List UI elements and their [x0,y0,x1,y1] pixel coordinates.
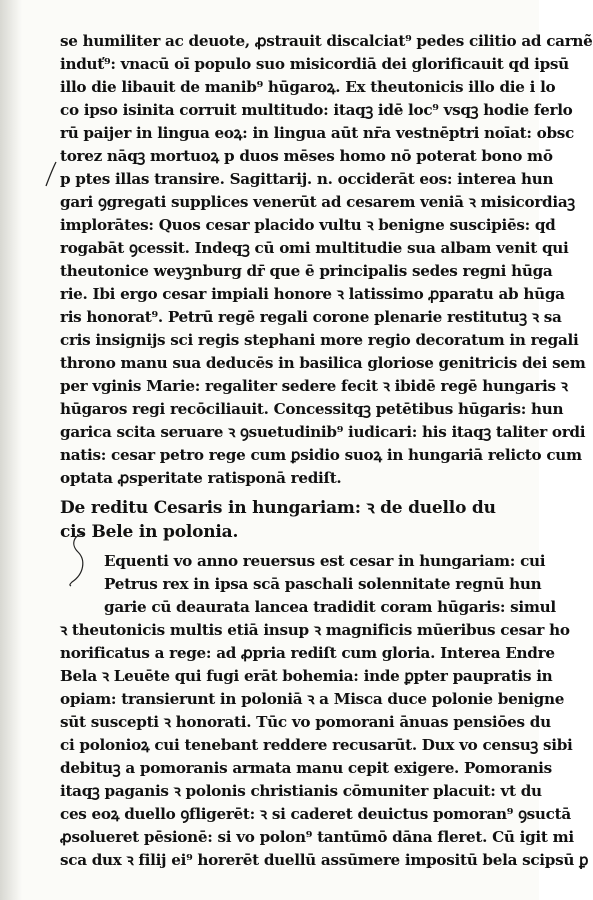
text-line: torez nāqꝫ mortuoꝝ p duos mēses homo nō poterat bono mō [60,147,553,165]
text-line: p ptes illas transire. Sagittarij. n. occiderāt eos: interea hun [60,170,554,188]
heading-line: De reditu Cesaris in hungariam: ꝛ de duello du [60,498,496,518]
marginal-stroke-mark [44,160,58,188]
paragraph-after-heading [60,550,589,872]
text-line: gari ꝯgregati supplices venerūt ad cesarem veniā ꝛ misicordiaꝫ [60,193,575,211]
text-line: ꝛ theutonicis multis etiā insup ꝛ magnificis mūeribus cesar ho [60,621,570,639]
text-line: ces eoꝝ duello ꝯfligerēt: ꝛ si caderet deuictus pomoran⁹ ꝯsuctā [60,805,571,823]
text-line-indented: garie cū deaurata lancea tradidit coram hūgaris: simul [104,598,556,616]
text-line: norificatus a rege: ad ꝓpria rediſt cum gloria. Interea Endre [60,644,555,662]
text-line: implorātes: Quos cesar placido vultu ꝛ benigne suscipiēs: qd [60,216,556,234]
text-line: sūt suscepti ꝛ honorati. Tūc vo pomorani ānuas pensiōes du [60,713,551,731]
text-line: natis: cesar petro rege cum ꝑsidio suoꝝ in hungariā relicto cum [60,446,582,464]
text-line: illo die libauit de manib⁹ hūgaroꝝ. Ex theutonicis illo die i lo [60,78,556,96]
text-line: induť⁹: vnacū oī populo suo misicordiā dei glorificauit qd ipsū [60,55,569,73]
text-line: hūgaros regi recōciliauit. Concessitqꝫ petētibus hūgaris: hun [60,400,564,418]
text-line: ris honorat⁹. Petrū regē regali corone plenarie restitutuꝫ ꝛ sa [60,308,562,326]
text-line: throno manu sua deducēs in basilica gloriose genitricis dei sem [60,354,586,372]
text-line: ꝓsolueret pēsionē: si vo polon⁹ tantūmō dāna fleret. Cū igit mi [60,828,574,846]
text-line: theutonice weyꝫnburg dr̄ que ē principalis sedes regni hūga [60,262,553,280]
text-line: rogabāt ꝯcessit. Indeqꝫ cū omi multitudie sua albam venit qui [60,239,569,257]
binding-gutter-shadow [0,0,22,900]
text-line: rū paijer in lingua eoꝝ: in lingua aūt nr̄a vestnēptri noīat: obsc [60,124,574,142]
text-line: sca dux ꝛ filij ei⁹ horerēt duellū assūmere impositū bela scipsū ꝑ [60,851,589,869]
paragraph-before-heading [60,30,593,490]
text-line: Bela ꝛ Leuēte qui fugi erāt bohemia: inde ꝑpter paupratis in [60,667,553,685]
main-text-column [60,30,593,872]
text-line: debituꝫ a pomoranis armata manu cepit exigere. Pomoranis [60,759,552,777]
text-line: optata ꝓsperitate ratisponā rediſt. [60,469,342,487]
text-line: garica scita seruare ꝛ ꝯsuetudinib⁹ iudicari: his itaqꝫ taliter ordi [60,423,586,441]
text-line: cris insignijs sci regis stephani more regio decoratum in regali [60,331,579,349]
text-line: ci polonioꝝ cui tenebant reddere recusarūt. Dux vo censuꝫ sibi [60,736,573,754]
text-line: rie. Ibi ergo cesar impiali honore ꝛ latissimo ꝓparatu ab hūga [60,285,565,303]
heading-line: cis Bele in polonia. [60,522,239,542]
text-line: per vginis Marie: regaliter sedere fecit ꝛ ibidē regē hungaris ꝛ [60,377,568,395]
text-line: se humiliter ac deuote, ꝓstrauit discalciat⁹ pedes cilitio ad carnẽ [60,32,593,50]
chapter-heading [60,496,515,544]
text-line: co ipso isinita corruit multitudo: itaqꝫ idē loc⁹ vsqꝫ hodie ferlo [60,101,573,119]
text-line-indented: Petrus rex in ipsa scā paschali solennitate regnū hun [104,575,542,593]
text-line: opiam: transierunt in poloniā ꝛ a Misca duce polonie benigne [60,690,565,708]
text-line-indented: Equenti vo anno reuersus est cesar in hungariam: cui [104,552,546,570]
text-line: itaqꝫ paganis ꝛ polonis christianis cōmuniter placuit: vt du [60,782,542,800]
